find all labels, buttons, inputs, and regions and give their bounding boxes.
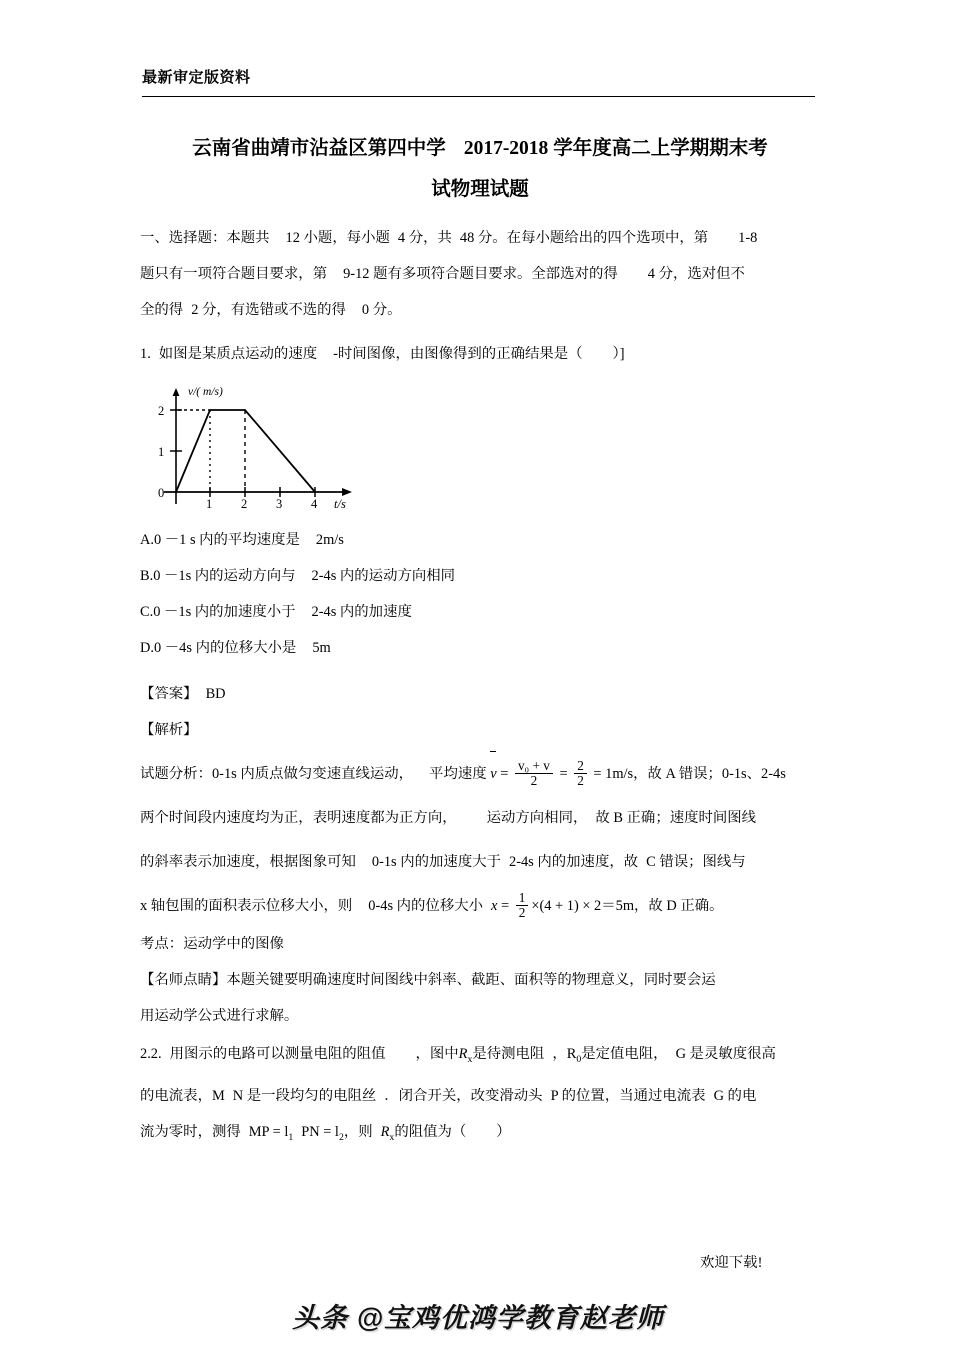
question-2-line2e: G 的电 [713, 1087, 757, 1104]
kaodian-label: 考点： [140, 936, 184, 952]
question-2-line2b: N 是一段均匀的电阻丝 [232, 1087, 377, 1104]
question-2-number: 2.2. [140, 1046, 162, 1062]
velocity-time-svg [148, 382, 383, 510]
intro-seg2: 小题，每小题 [303, 230, 390, 246]
question-2-mp-sub: 1 [288, 1131, 294, 1143]
intro-seg3: 分，共 [408, 230, 452, 246]
analysis-line2c: 故 B 正确；速度时间图线 [595, 810, 757, 826]
answer-block [140, 676, 820, 748]
question-2-line3b: ，则 [343, 1123, 373, 1140]
option-d [140, 630, 820, 666]
question-2-line2d: P 的位置，当通过电流表 [550, 1087, 706, 1104]
intro-seg10: 分。 [372, 302, 402, 318]
section-intro [140, 220, 820, 328]
intro-seg5: 题只有一项符合题目要求，第 [140, 266, 328, 282]
question-2-seg6: G 是灵敏度很高 [675, 1046, 776, 1062]
option-c-label: C.0 －1s 内的加速度小于 [140, 604, 296, 620]
analysis-line4b: 0-4s 内的位移大小 [368, 898, 483, 914]
intro-points-each: 4 [397, 230, 406, 246]
kaodian-value: 运动学中的图像 [183, 936, 284, 952]
question-2-seg2: ，图中 [415, 1046, 459, 1062]
question-2-line3d: ） [496, 1123, 511, 1140]
formula1-result: 1m/s [605, 766, 634, 782]
intro-range-multi: 9-12 [343, 266, 370, 282]
intro-seg7: 分，选对但不 [658, 266, 745, 282]
intro-question-count: 12 [285, 230, 300, 246]
analysis-label: 【解析】 [140, 722, 198, 738]
tip-label: 【名师点睛】 [140, 972, 227, 988]
option-d-label: D.0 －4s 内的位移大小是 [140, 640, 297, 656]
question-1-text-c: ）] [612, 346, 625, 362]
title-line2: 试物理试题 [431, 179, 529, 200]
formula-average-velocity: v = $\frac{\text{v₀ + v}}{2}$ = $\frac{2}{2}$ = 1m/s [490, 766, 633, 782]
option-b [140, 558, 820, 594]
question-2-line2c: ．闭合开关，改变滑动头 [384, 1087, 543, 1104]
intro-full-points: 4 [647, 266, 655, 282]
intro-seg4: 分。在每小题给出的四个选项中，第 [477, 230, 709, 246]
answer-label: 【答案】 [140, 686, 198, 702]
question-2-rx2: R [380, 1123, 390, 1140]
formula1-lhs: v [490, 750, 496, 796]
svg-text:4: 4 [311, 497, 318, 510]
formula1-num: v₀ + v [515, 759, 553, 774]
intro-seg9: 分，有选错或不选的得 [202, 302, 346, 318]
analysis-line3c: 2-4s 内的加速度，故 [509, 854, 639, 870]
analysis-seg2: 平均速度 [429, 766, 487, 782]
question-2-mp: MP = l [248, 1123, 289, 1140]
svg-text:1: 1 [158, 445, 165, 459]
intro-points-total: 48 [459, 230, 475, 246]
question-2-rx-sub: x [467, 1053, 473, 1065]
watermark: 头条 @宝鸡优鸿学教育赵老师 [292, 1303, 664, 1333]
kaodian-block [140, 926, 820, 1034]
tip-line1: 本题关键要明确速度时间图线中斜率、截距、面积等的物理意义，同时要会运 [226, 972, 716, 988]
page-title [140, 128, 820, 210]
intro-partial-points: 2 [191, 302, 199, 318]
footer-note: 欢迎下载! [700, 1255, 763, 1271]
question-2-seg4: ，R [552, 1046, 577, 1062]
option-d-value: 5m [312, 640, 331, 656]
formula1-den: 2 [530, 773, 538, 789]
question-2-seg1: 用图示的电路可以测量电阻的阻值 [169, 1046, 386, 1062]
intro-seg8: 全的得 [140, 302, 184, 318]
svg-text:0: 0 [158, 486, 165, 500]
question-2-stem [140, 1036, 820, 1156]
svg-text:2: 2 [158, 404, 165, 418]
analysis-block [140, 750, 820, 928]
analysis-line3a: 的斜率表示加速度，根据图象可知 [140, 854, 356, 870]
option-b-value: 2-4s 内的运动方向相同 [311, 568, 456, 584]
svg-text:2: 2 [241, 497, 248, 510]
title-school: 云南省曲靖市沾益区第四中学 [192, 138, 446, 159]
option-c [140, 594, 820, 630]
question-1-options [140, 522, 820, 666]
option-b-label: B.0 －1s 内的运动方向与 [140, 568, 296, 584]
title-year: 2017-2018 [463, 138, 549, 159]
question-2-pn: PN = l [301, 1123, 339, 1140]
formula2-den: 2 [518, 905, 526, 921]
answer-value: BD [205, 686, 226, 702]
analysis-line3b: 0-1s 内的加速度大于 [371, 854, 501, 870]
option-a-label: A.0 －1 s 内的平均速度是 [140, 532, 300, 548]
svg-text:t/s: t/s [334, 497, 346, 510]
header-divider [142, 96, 815, 97]
question-2-rx2-sub: x [389, 1131, 395, 1143]
formula1-mid-den: 2 [577, 773, 584, 789]
question-2-line3a: 流为零时，测得 [140, 1123, 241, 1140]
question-1-text-b: -时间图像，由图像得到的正确结果是（ [333, 346, 583, 362]
tip-line2: 用运动学公式进行求解。 [140, 1008, 299, 1024]
analysis-line3d: C 错误；图线与 [646, 854, 746, 870]
svg-text:v/( m/s): v/( m/s) [188, 386, 223, 398]
question-2-seg3: 是待测电阻 [472, 1046, 545, 1062]
question-2-pn-sub: 2 [338, 1131, 344, 1143]
question-1-stem [140, 336, 820, 372]
formula2-num: 1 [516, 891, 529, 906]
header-note: 最新审定版资料 [142, 70, 251, 86]
analysis-line2: 两个时间段内速度均为正，表明速度都为正方向， [140, 810, 457, 826]
formula1-mid-num: 2 [574, 759, 587, 774]
svg-text:3: 3 [276, 497, 283, 510]
intro-range-single: 1-8 [738, 230, 758, 246]
formula-displacement: x = $\frac{1}{2}$ ×(4 + 1) × 2＝5m [491, 889, 635, 921]
question-2-line2a: 的电流表，M [140, 1087, 225, 1104]
title-rest: 学年度高二上学期期末考 [553, 138, 768, 159]
option-a [140, 522, 820, 558]
intro-zero-points: 0 [361, 302, 370, 318]
question-2-line3c: 的阻值为（ [394, 1123, 467, 1140]
analysis-line4c: ，故 D 正确。 [634, 898, 724, 914]
question-2-r0-sub: 0 [576, 1053, 582, 1065]
intro-seg1: 一、选择题：本题共 [140, 230, 270, 246]
analysis-line2b: 运动方向相同， [486, 810, 588, 826]
analysis-lead: 试题分析： [140, 766, 212, 782]
question-2-rx: R [458, 1046, 468, 1062]
option-c-value: 2-4s 内的加速度 [311, 604, 412, 620]
formula2-rest: ×(4 + 1) × 2＝5m [531, 898, 635, 914]
question-1-number: 1. [140, 346, 151, 362]
formula2-lhs: x [491, 898, 498, 914]
question-1-text-a: 如图是某质点运动的速度 [158, 346, 318, 362]
question-2-seg5: 是定值电阻， [581, 1046, 668, 1062]
velocity-time-graph [148, 382, 383, 510]
analysis-seg3: ，故 A 错误；0-1s、2-4s [633, 766, 786, 782]
analysis-seg1: 0-1s 内质点做匀变速直线运动， [211, 766, 414, 782]
option-a-value: 2m/s [315, 532, 344, 548]
intro-seg6: 题有多项符合题目要求。全部选对的得 [373, 266, 618, 282]
analysis-line4a: x 轴包围的面积表示位移大小，则 [140, 898, 353, 914]
svg-text:1: 1 [206, 497, 213, 510]
